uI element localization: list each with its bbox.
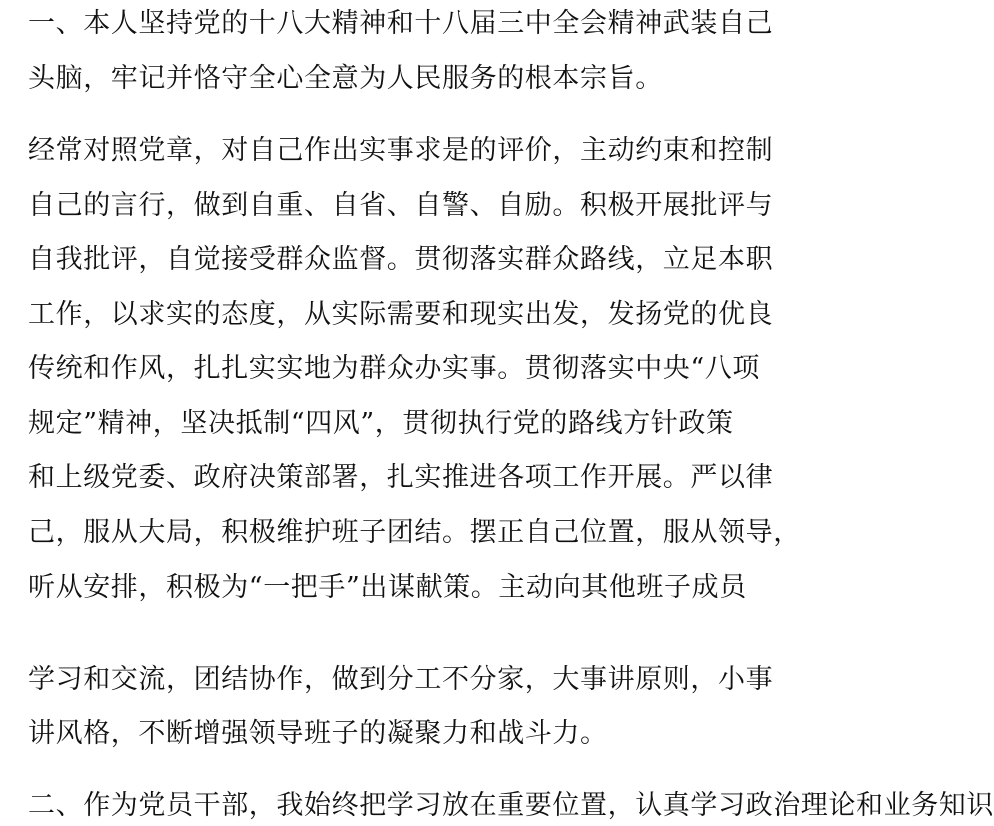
cut-off-heading-line: 二、作为党员干部，我始终把学习放在重要位置，认真学习政治理论和业务知识 [28,790,994,821]
paragraph-line: 自己的言行，做到自重、自省、自警、自励。积极开展批评与 [28,190,774,221]
paragraph-line: 听从安排，积极为“一把手”出谋献策。主动向其他班子成员 [28,572,747,603]
paragraph-line: 学习和交流，团结协作，做到分工不分家，大事讲原则，小事 [28,664,774,695]
paragraph-line: 经常对照党章，对自己作出实事求是的评价，主动约束和控制 [28,135,774,166]
paragraph-line: 自我批评，自觉接受群众监督。贯彻落实群众路线，立足本职 [28,244,774,275]
paragraph-line: 传统和作风，扎扎实实地为群众办实事。贯彻落实中央“八项 [28,353,761,384]
paragraph-line: 讲风格，不断增强领导班子的凝聚力和战斗力。 [28,718,608,749]
section-heading-line: 一、本人坚持党的十八大精神和十八届三中全会精神武装自己 [28,8,774,39]
paragraph-line: 己，服从大局，积极维护班子团结。摆正自己位置，服从领导， [28,517,801,548]
paragraph-line: 和上级党委、政府决策部署，扎实推进各项工作开展。严以律 [28,462,774,493]
paragraph-line: 规定”精神，坚决抵制“四风”，贯彻执行党的路线方针政策 [28,408,734,439]
paragraph-line: 工作，以求实的态度，从实际需要和现实出发，发扬党的优良 [28,299,774,330]
paragraph-line: 头脑，牢记并恪守全心全意为人民服务的根本宗旨。 [28,63,663,94]
